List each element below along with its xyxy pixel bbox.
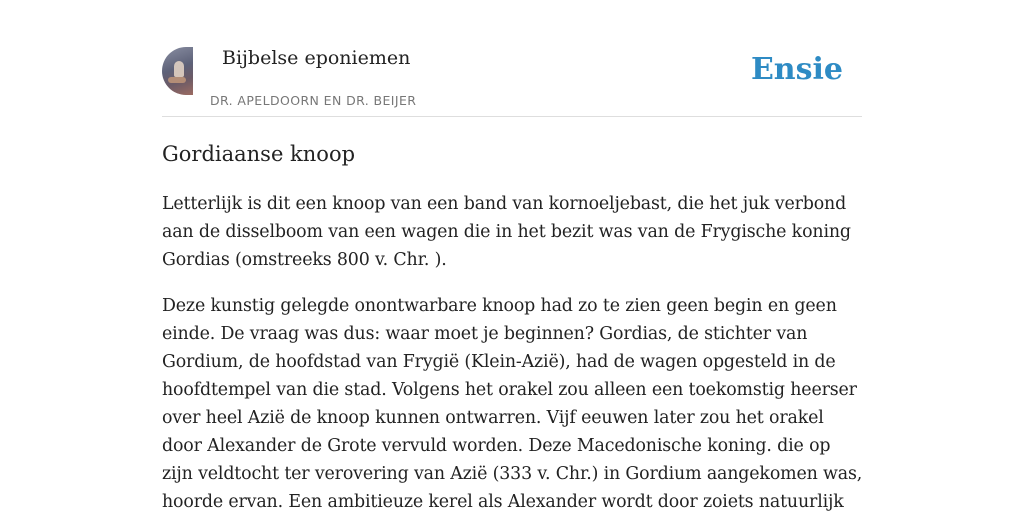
book-cover-image[interactable] (162, 47, 193, 95)
cover-figure-base (168, 77, 186, 83)
ensie-logo[interactable]: Ensie (750, 52, 843, 87)
cover-figure (174, 61, 184, 77)
book-title-link[interactable]: Bijbelse eponiemen (222, 47, 411, 69)
article-paragraph-1: Letterlijk is dit een knoop van een band van kornoeljebast, die het juk verbond aan de disselboom van een wagen die in het bezit was van de Frygische koning Gordias (omstreeks 800 v. Chr. ). (162, 194, 851, 270)
article-title: Gordiaanse knoop (162, 142, 356, 166)
article-paragraph-2: Deze kunstig gelegde onontwarbare knoop had zo te zien geen begin en geen einde. De vraag was dus: waar moet je beginnen? Gordias, de stichter van Gordium, de hoofdstad van Frygië (Klein-Azië), had de wagen opgesteld in de hoofdtempel van die stad. Volgens het orakel zou alleen een toekomstig heerser over heel Azië de knoop kunnen ontwarren. Vijf eeuwen later zou het orakel door Alexander de Grote vervuld worden. Deze Macedonische koning. die op zijn veldtocht ter verovering van Azië (333 v. Chr.) in Gordium aangekomen was, hoorde ervan. Een ambitieuze kerel als Alexander wordt door zoiets natuurlijk (162, 296, 863, 512)
book-authors: DR. APELDOORN EN DR. BEIJER (210, 93, 417, 108)
article (162, 138, 864, 512)
book-header (162, 46, 862, 117)
